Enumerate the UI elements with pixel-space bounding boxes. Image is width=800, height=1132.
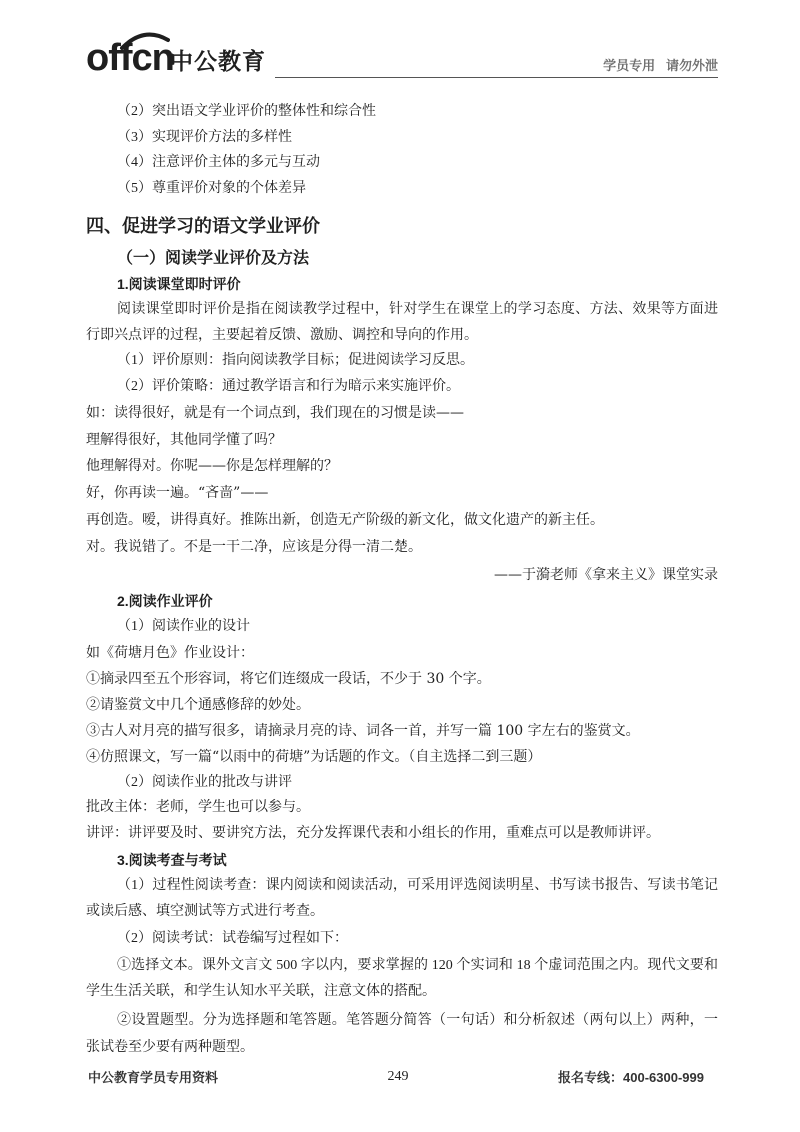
task-item: ①摘录四至五个形容词，将它们连缀成一段话，不少于 30 个字。 [86,671,491,687]
paragraph: （2）阅读考试：试卷编写过程如下： [117,931,348,946]
paragraph: 阅读课堂即时评价是指在阅读教学过程中，针对学生在课堂上的学习态度、方法、效果等方面进行即兴点评的过程，主要起着反馈、激励、调控和导向的作用。 [86,302,718,343]
task-item: ③古人对月亮的描写很多，请摘录月亮的诗、词各一首，并写一篇 100 字左右的鉴赏文。 [86,723,640,739]
example-line: 好，你再读一遍。“吝啬”—— [86,485,269,501]
confidential-notice: 学员专用 请勿外泄 [603,58,718,73]
paragraph: ①选择文本。课外文言文 500 字以内，要求掌握的 120 个实词和 18 个虚词范围之内。现代文要和学生生活关联，和学生认知水平关联，注意文体的搭配。 [86,958,718,999]
criteria-item: （4）注意评价主体的多元与互动 [117,155,320,170]
example-line: 他理解得对。你呢——你是怎样理解的？ [86,458,338,474]
paragraph: （1）过程性阅读考查：课内阅读和阅读活动，可采用评选阅读明星、书写读书报告、写读书笔记或读后感、填空测试等方式进行考查。 [86,878,718,919]
task-item: ②请鉴赏文中几个通感修辞的妙处。 [86,697,310,713]
example-line: 理解得很好，其他同学懂了吗？ [86,432,282,448]
paragraph: 批改主体：老师，学生也可以参与。 [86,800,310,815]
criteria-item: （2）突出语文学业评价的整体性和综合性 [117,104,376,119]
paragraph: 讲评：讲评要及时、要讲究方法，充分发挥课代表和小组长的作用，重难点可以是教师讲评。 [86,826,660,841]
example-line: 如：读得很好，就是有一个词点到，我们现在的习惯是读—— [86,405,464,421]
part-heading: 3.阅读考查与考试 [117,852,227,868]
section-heading: 四、促进学习的语文学业评价 [86,216,320,236]
paragraph: ②设置题型。分为选择题和笔答题。笔答题分简答（一句话）和分析叙述（两句以上）两种，一张试卷至少要有两种题型。 [86,1013,718,1055]
paragraph: （1）阅读作业的设计 [117,619,250,634]
task-item: ④仿照课文，写一篇“以雨中的荷塘”为话题的作文。（自主选择二到三题） [86,749,542,765]
example-line: 再创造。嗳，讲得真好。推陈出新，创造无产阶级的新文化，做文化遗产的新主任。 [86,512,604,528]
page-number: 249 [387,1069,409,1084]
paragraph: （2）评价策略：通过教学语言和行为暗示来实施评价。 [117,379,460,394]
footer-hotline: 报名专线：400-6300-999 [558,1070,704,1085]
header-divider [275,77,718,78]
paragraph: （1）评价原则：指向阅读教学目标；促进阅读学习反思。 [117,353,474,368]
example-source: ——于漪老师《拿来主义》课堂实录 [494,567,718,583]
footer-label: 中公教育学员专用资料 [88,1070,219,1085]
criteria-item: （5）尊重评价对象的个体差异 [117,181,306,196]
criteria-item: （3）实现评价方法的多样性 [117,130,292,145]
part-heading: 2.阅读作业评价 [117,593,213,609]
offcn-logo: offcn [86,37,174,79]
brand-name: 中公教育 [170,48,266,74]
subsection-heading: （一）阅读学业评价及方法 [117,250,310,267]
part-heading: 1.阅读课堂即时评价 [117,276,241,292]
paragraph: （2）阅读作业的批改与讲评 [117,775,292,790]
example-line: 对。我说错了。不是一干二净，应该是分得一清二楚。 [86,539,422,555]
example-line: 如《荷塘月色》作业设计： [86,645,254,661]
logo-swoosh-icon [118,30,170,50]
